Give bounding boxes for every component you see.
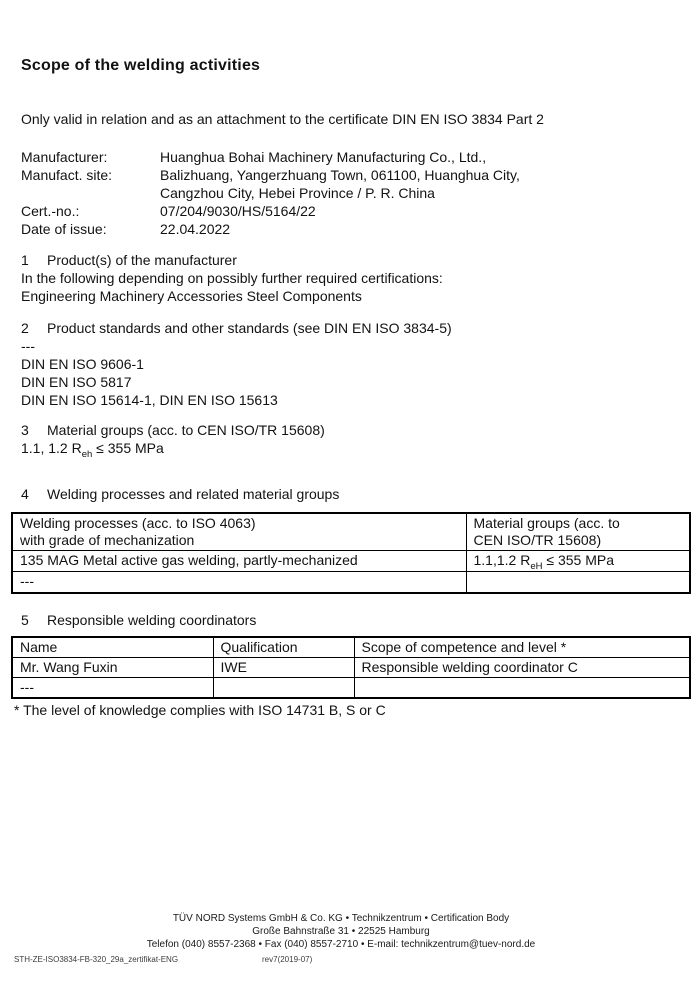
- section-products-line2: Engineering Machinery Accessories Steel Components: [21, 288, 362, 304]
- section-welding-processes-heading: [21, 485, 339, 503]
- certification-body-footer: [0, 913, 682, 951]
- section-material-groups-heading: [21, 421, 325, 439]
- welding-table-row-2: [12, 572, 690, 594]
- standards-line-iso5817: DIN EN ISO 5817: [21, 374, 132, 390]
- section-standards-number: 2: [21, 320, 29, 336]
- material-groups-value-subscript: eh: [81, 448, 93, 460]
- site-value-line1: Balizhuang, Yangerzhuang Town, 061100, Huanghua City,: [160, 167, 520, 183]
- coordinators-table: [11, 636, 691, 699]
- welding-table-row-1: [12, 551, 690, 572]
- standards-line-dashes: ---: [21, 338, 35, 354]
- coordinator-qualification-cell: IWE: [213, 658, 354, 678]
- document-reference-line: [14, 955, 684, 964]
- welding-table-header-material-line1: Material groups (acc. to: [473, 515, 620, 531]
- section-material-groups-number: 3: [21, 422, 29, 438]
- coordinators-header-scope: Scope of competence and level *: [354, 637, 690, 658]
- coordinators-table-row-1: [12, 658, 690, 678]
- section-products-number: 1: [21, 252, 29, 268]
- knowledge-level-footnote: * The level of knowledge complies with ISO 14731 B, S or C: [14, 702, 386, 718]
- certificate-details: [21, 148, 520, 238]
- coordinator-name-cell: Mr. Wang Fuxin: [12, 658, 213, 678]
- section-products: [21, 251, 443, 305]
- date-of-issue-value: 22.04.2022: [160, 221, 231, 237]
- welding-table-header-process: [12, 513, 466, 551]
- coordinators-header-qualification: Qualification: [213, 637, 354, 658]
- welding-table-process-cell: 135 MAG Metal active gas welding, partly-mechanized: [12, 551, 466, 572]
- section-products-heading: [21, 251, 443, 269]
- section-welding-processes-number: 4: [21, 486, 29, 502]
- certificate-number-value: 07/204/9030/HS/5164/22: [160, 203, 316, 219]
- date-of-issue-label: Date of issue:: [21, 221, 107, 237]
- certificate-number-label: Cert.-no.:: [21, 203, 80, 219]
- document-revision: rev7(2019-07): [262, 955, 313, 964]
- material-groups-value: [21, 439, 325, 460]
- coordinator-qualification-empty-cell: [213, 678, 354, 699]
- material-cell-subscript: eH: [530, 560, 543, 572]
- welding-table-header-material-line2: CEN ISO/TR 15608): [473, 532, 602, 548]
- validity-note: Only valid in relation and as an attachment to the certificate DIN EN ISO 3834 Part 2: [21, 111, 544, 127]
- footer-address-line: Große Bahnstraße 31 • 22525 Hamburg: [252, 925, 430, 937]
- section-material-groups-title: Material groups (acc. to CEN ISO/TR 15608): [47, 422, 325, 438]
- section-coordinators-number: 5: [21, 612, 29, 628]
- welding-table-header-row: [12, 513, 690, 551]
- section-standards-heading: [21, 319, 452, 337]
- section-products-line1: In the following depending on possibly further required certifications:: [21, 270, 443, 286]
- section-coordinators-title: Responsible welding coordinators: [47, 612, 257, 628]
- welding-table-material-cell: [466, 551, 690, 572]
- material-groups-value-suffix: ≤ 355 MPa: [92, 440, 164, 456]
- coordinators-table-header-row: [12, 637, 690, 658]
- welding-table-process-empty-cell: ---: [12, 572, 466, 594]
- welding-table-header-material: [466, 513, 690, 551]
- manufacturing-site-value: [160, 166, 520, 202]
- section-coordinators-heading: [21, 611, 256, 629]
- coordinator-name-empty-cell: ---: [12, 678, 213, 699]
- section-standards: [21, 319, 452, 409]
- welding-processes-table: [11, 512, 691, 594]
- manufacturer-label: Manufacturer:: [21, 149, 108, 165]
- standards-line-iso15614: DIN EN ISO 15614-1, DIN EN ISO 15613: [21, 392, 278, 408]
- footer-company-line: TÜV NORD Systems GmbH & Co. KG • Technikzentrum • Certification Body: [172, 913, 510, 924]
- material-cell-prefix: 1.1,1.2 R: [473, 552, 531, 568]
- coordinator-scope-empty-cell: [354, 678, 690, 699]
- site-value-line2: Cangzhou City, Hebei Province / P. R. China: [160, 185, 435, 201]
- section-welding-processes: [21, 485, 339, 503]
- welding-table-material-empty-cell: [466, 572, 690, 594]
- coordinators-header-name: Name: [12, 637, 213, 658]
- manufacturer-value: Huanghua Bohai Machinery Manufacturing Co., Ltd.,: [160, 149, 487, 165]
- footer-contact-line: Telefon (040) 8557-2368 • Fax (040) 8557-2710 • E-mail: technikzentrum@tuev-nord.de: [146, 938, 536, 950]
- coordinator-scope-cell: Responsible welding coordinator C: [354, 658, 690, 678]
- standards-line-iso9606: DIN EN ISO 9606-1: [21, 356, 144, 372]
- material-cell-suffix: ≤ 355 MPa: [542, 552, 614, 568]
- manufacturing-site-label: Manufact. site:: [21, 167, 113, 183]
- material-groups-value-prefix: 1.1, 1.2 R: [21, 440, 82, 456]
- welding-table-header-process-line2: with grade of mechanization: [20, 532, 195, 548]
- section-welding-processes-title: Welding processes and related material groups: [47, 486, 340, 502]
- section-coordinators: [21, 611, 256, 629]
- page-title: Scope of the welding activities: [21, 57, 261, 74]
- section-products-title: Product(s) of the manufacturer: [47, 252, 237, 268]
- section-material-groups: [21, 421, 325, 460]
- welding-table-header-process-line1: Welding processes (acc. to ISO 4063): [20, 515, 256, 531]
- coordinators-table-row-2: [12, 678, 690, 699]
- document-id: STH-ZE-ISO3834-FB-320_29a_zertifikat-ENG: [14, 955, 179, 964]
- section-standards-title: Product standards and other standards (see DIN EN ISO 3834-5): [47, 320, 452, 336]
